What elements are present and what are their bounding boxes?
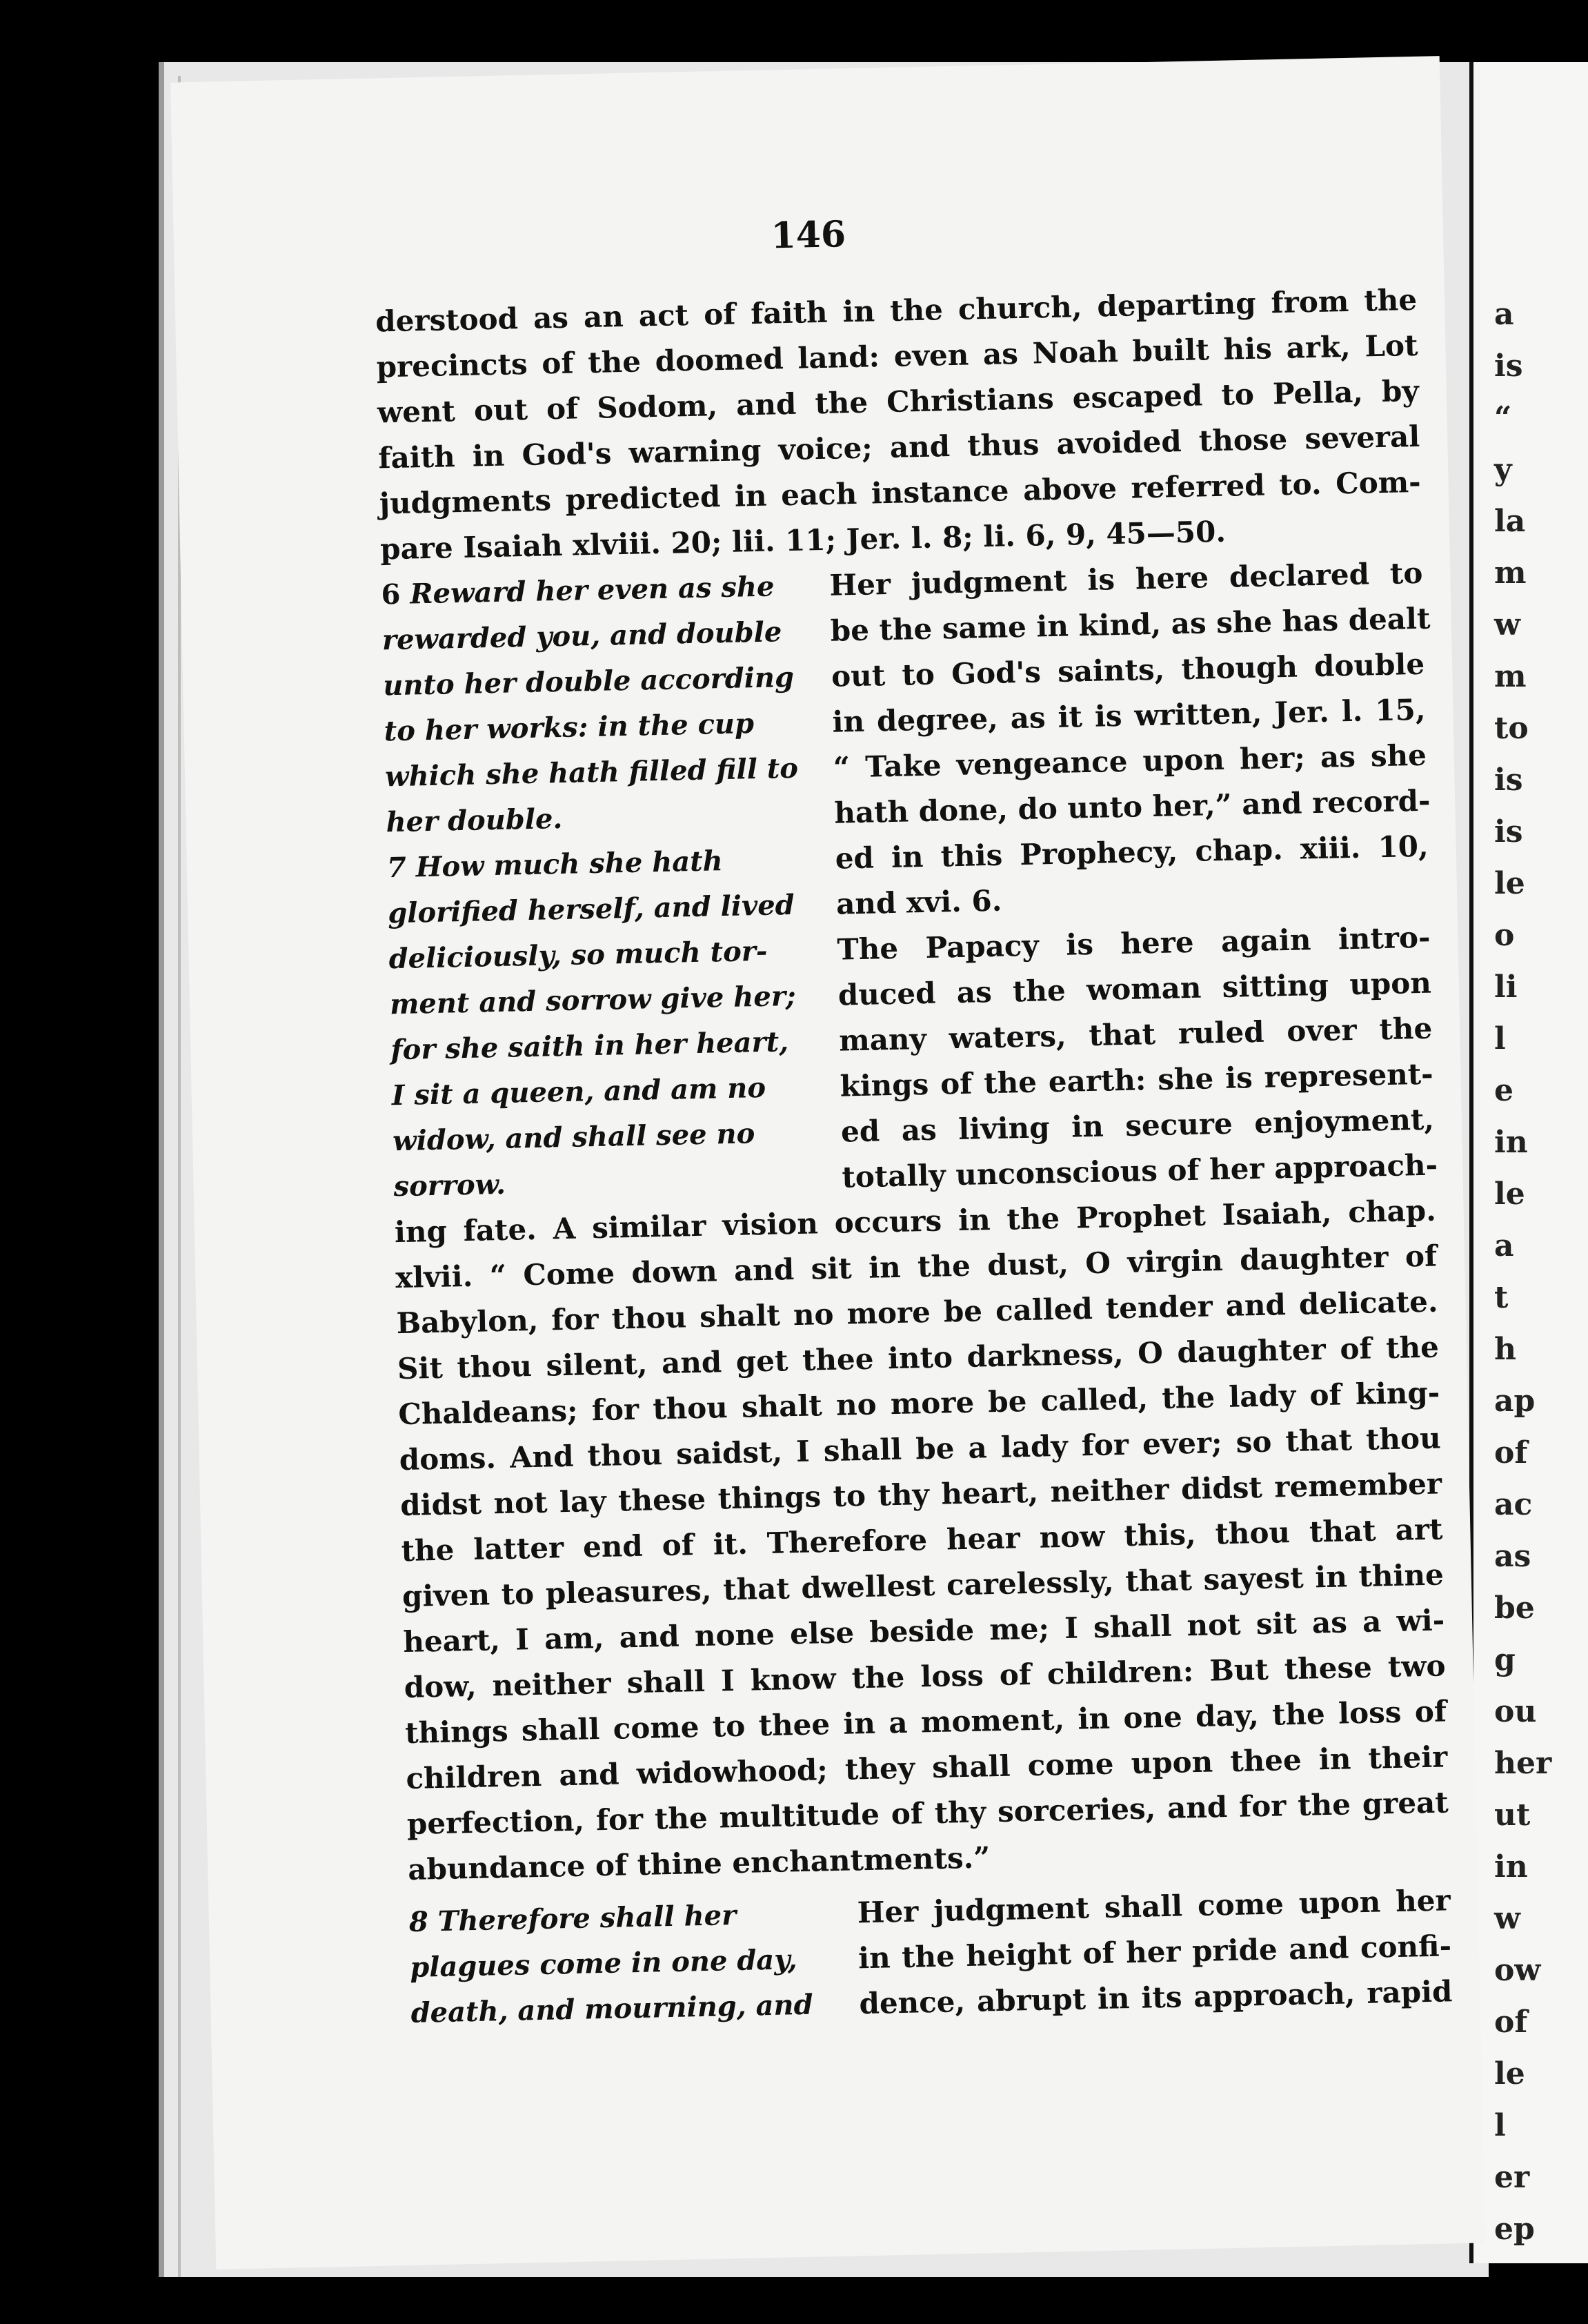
- text-line: ed in this Prophecy, chap. xiii. 10,: [835, 829, 1429, 876]
- verse-line: widow, and shall see no: [392, 1117, 755, 1158]
- text-line: The Papacy is here again intro-: [837, 920, 1431, 967]
- facing-page-fragment: er: [1494, 2160, 1530, 2195]
- text-line: ing fate. A similar vision occurs in the Prophet Isaiah, chap.: [394, 1193, 1437, 1250]
- facing-page-fragment: ut: [1494, 1798, 1531, 1833]
- verse-line: which she hath filled fill to: [384, 751, 799, 794]
- text-line: didst not lay these things to thy heart, neither didst remember: [399, 1466, 1442, 1523]
- verse-line: 7 How much she hath: [386, 845, 724, 885]
- text-line: dence, abrupt in its approach, rapid: [859, 1974, 1453, 2021]
- facing-page-fragment: a: [1494, 1228, 1514, 1263]
- text-line: totally unconscious of her approach-: [841, 1148, 1438, 1194]
- text-line: dow, neither shall I know the loss of children: But these two: [404, 1648, 1446, 1705]
- facing-page-fragment: in: [1494, 1125, 1528, 1160]
- facing-page-fragment: w: [1494, 1901, 1520, 1936]
- text-line: heart, I am, and none else beside me; I shall not sit as a wi-: [402, 1603, 1445, 1660]
- facing-page-fragment: le: [1494, 866, 1525, 901]
- book-page: [170, 56, 1485, 2269]
- text-line: Her judgment is here declared to: [828, 555, 1423, 602]
- facing-page-fragment: ow: [1494, 1953, 1541, 1988]
- facing-page-fragment: a: [1494, 297, 1514, 332]
- text-line: judgments predicted in each instance above referred to. Com-: [379, 464, 1422, 521]
- facing-page-fragment: g: [1494, 1642, 1516, 1677]
- verse-line: sorrow.: [393, 1168, 506, 1203]
- text-line: be the same in kind, as she has dealt: [830, 601, 1431, 648]
- text-line: xlvii. “ Come down and sit in the dust, O virgin daughter of: [395, 1239, 1438, 1295]
- text-line: pare Isaiah xlviii. 20; lii. 11; Jer. l. 8; li. 6, 9, 45—50.: [379, 514, 1227, 567]
- text-line: kings of the earth: she is represent-: [840, 1056, 1434, 1103]
- page-number: 146: [770, 213, 846, 257]
- facing-page-fragment: w: [1494, 607, 1520, 642]
- facing-page-fragment: h: [1494, 1332, 1516, 1367]
- text-line: out to God's saints, though double: [831, 647, 1425, 693]
- text-line: Babylon, for thou shalt no more be called tender and delicate.: [396, 1284, 1438, 1341]
- facing-page-fragment: of: [1494, 2005, 1528, 2040]
- verse-line: rewarded you, and double: [381, 616, 782, 657]
- text-line: many waters, that ruled over the: [838, 1011, 1433, 1058]
- text-line: Sit thou silent, and get thee into darkness, O daughter of the: [397, 1330, 1440, 1386]
- facing-page-fragment: la: [1494, 504, 1526, 539]
- text-line: perfection, for the multitude of thy sorceries, and for the great: [406, 1785, 1449, 1841]
- text-line: duced as the woman sitting upon: [837, 965, 1432, 1012]
- verse-line: death, and mourning, and: [410, 1988, 813, 2029]
- facing-page-fragment: l: [1494, 1021, 1506, 1056]
- text-line: Chaldeans; for thou shalt no more be called, the lady of king-: [397, 1375, 1440, 1432]
- facing-page-fragment: o: [1494, 918, 1515, 953]
- text-line: ed as living in secure enjoyment,: [840, 1102, 1435, 1149]
- isaiah-quotation: [394, 1188, 1449, 1893]
- facing-page-fragment: le: [1494, 2056, 1525, 2091]
- verse-6-7: [381, 564, 808, 1210]
- verse-line: deliciously, so much tor-: [388, 934, 768, 976]
- facing-page-fragment: li: [1494, 969, 1518, 1005]
- text-line: things shall come to thee in a moment, in one day, the loss of: [404, 1694, 1447, 1751]
- facing-page-fragment: is: [1494, 762, 1523, 798]
- verse-8: [408, 1891, 825, 2036]
- verse-line: ment and sorrow give her;: [389, 979, 797, 1021]
- text-line: children and widowhood; they shall come upon thee in their: [406, 1740, 1448, 1795]
- verse-line: glorified herself, and lived: [387, 888, 795, 930]
- text-line: went out of Sodom, and the Christians escaped to Pella, by: [377, 373, 1420, 430]
- facing-page-fragment: ap: [1494, 1383, 1536, 1419]
- text-line: and xvi. 6.: [835, 883, 1002, 921]
- facing-page-fragment: is: [1494, 814, 1523, 849]
- facing-page-fragment: t: [1494, 1280, 1509, 1315]
- verse-number: 6: [381, 578, 401, 611]
- commentary-1: [829, 551, 1436, 1201]
- facing-page-fragment: m: [1494, 555, 1527, 591]
- text-line: Her judgment shall come upon her: [857, 1883, 1451, 1930]
- text-line: precincts of the doomed land: even as Noah built his ark, Lot: [376, 328, 1418, 384]
- verse-line: plagues come in one day,: [409, 1943, 797, 1984]
- text-line: abundance of thine enchantments.”: [407, 1840, 991, 1887]
- text-line: the latter end of it. Therefore hear now this, thou that art: [401, 1512, 1443, 1568]
- text-line: given to pleasures, that dwellest carelessly, that sayest in thine: [401, 1557, 1445, 1614]
- text-line: doms. And thou saidst, I shall be a lady for ever; so that thou: [399, 1421, 1442, 1477]
- facing-page-fragment: e: [1494, 1073, 1513, 1108]
- verse-line: 6 Reward her even as she: [381, 570, 775, 611]
- facing-page-fragment: y: [1494, 452, 1512, 487]
- facing-page-fragment: in: [1494, 1849, 1528, 1884]
- text-line: in degree, as it is written, Jer. l. 15,: [832, 692, 1426, 739]
- text-line: “ Take vengeance upon her; as she: [833, 738, 1427, 785]
- verse-line: her double.: [386, 802, 563, 839]
- facing-page-fragment: le: [1494, 1176, 1525, 1212]
- facing-page-fragment: to: [1494, 711, 1529, 746]
- facing-page-fragment: of: [1494, 1435, 1528, 1470]
- facing-page-fragment: l: [1494, 2108, 1506, 2143]
- verse-line: to her works: in the cup: [384, 707, 755, 748]
- text-line: derstood as an act of faith in the church, departing from the: [375, 282, 1418, 339]
- verse-line: 8 Therefore shall her: [408, 1899, 737, 1938]
- facing-page-fragment: is: [1494, 348, 1523, 384]
- text-line: in the height of her pride and confi-: [857, 1929, 1452, 1976]
- facing-page-fragment: ou: [1494, 1694, 1537, 1729]
- facing-page-fragment: be: [1494, 1591, 1535, 1626]
- facing-page-fragment: “: [1494, 400, 1512, 435]
- facing-page-fragment: ep: [1494, 2212, 1535, 2247]
- verse-line: for she saith in her heart,: [390, 1025, 789, 1067]
- verse-line: I sit a queen, and am no: [391, 1071, 766, 1112]
- facing-page-fragment: m: [1494, 659, 1527, 694]
- facing-page-fragment: her: [1494, 1746, 1552, 1781]
- facing-page-fragment: ac: [1494, 1487, 1533, 1522]
- facing-page-fragment: as: [1494, 1539, 1531, 1574]
- opening-paragraph: [375, 277, 1422, 573]
- facing-page: [1469, 62, 1588, 2263]
- verse-line: unto her double according: [382, 660, 795, 702]
- text-line: faith in God's warning voice; and thus avoided those several: [377, 419, 1420, 475]
- commentary-2: [857, 1878, 1453, 2027]
- text-line: hath done, do unto her,” and record-: [833, 783, 1431, 830]
